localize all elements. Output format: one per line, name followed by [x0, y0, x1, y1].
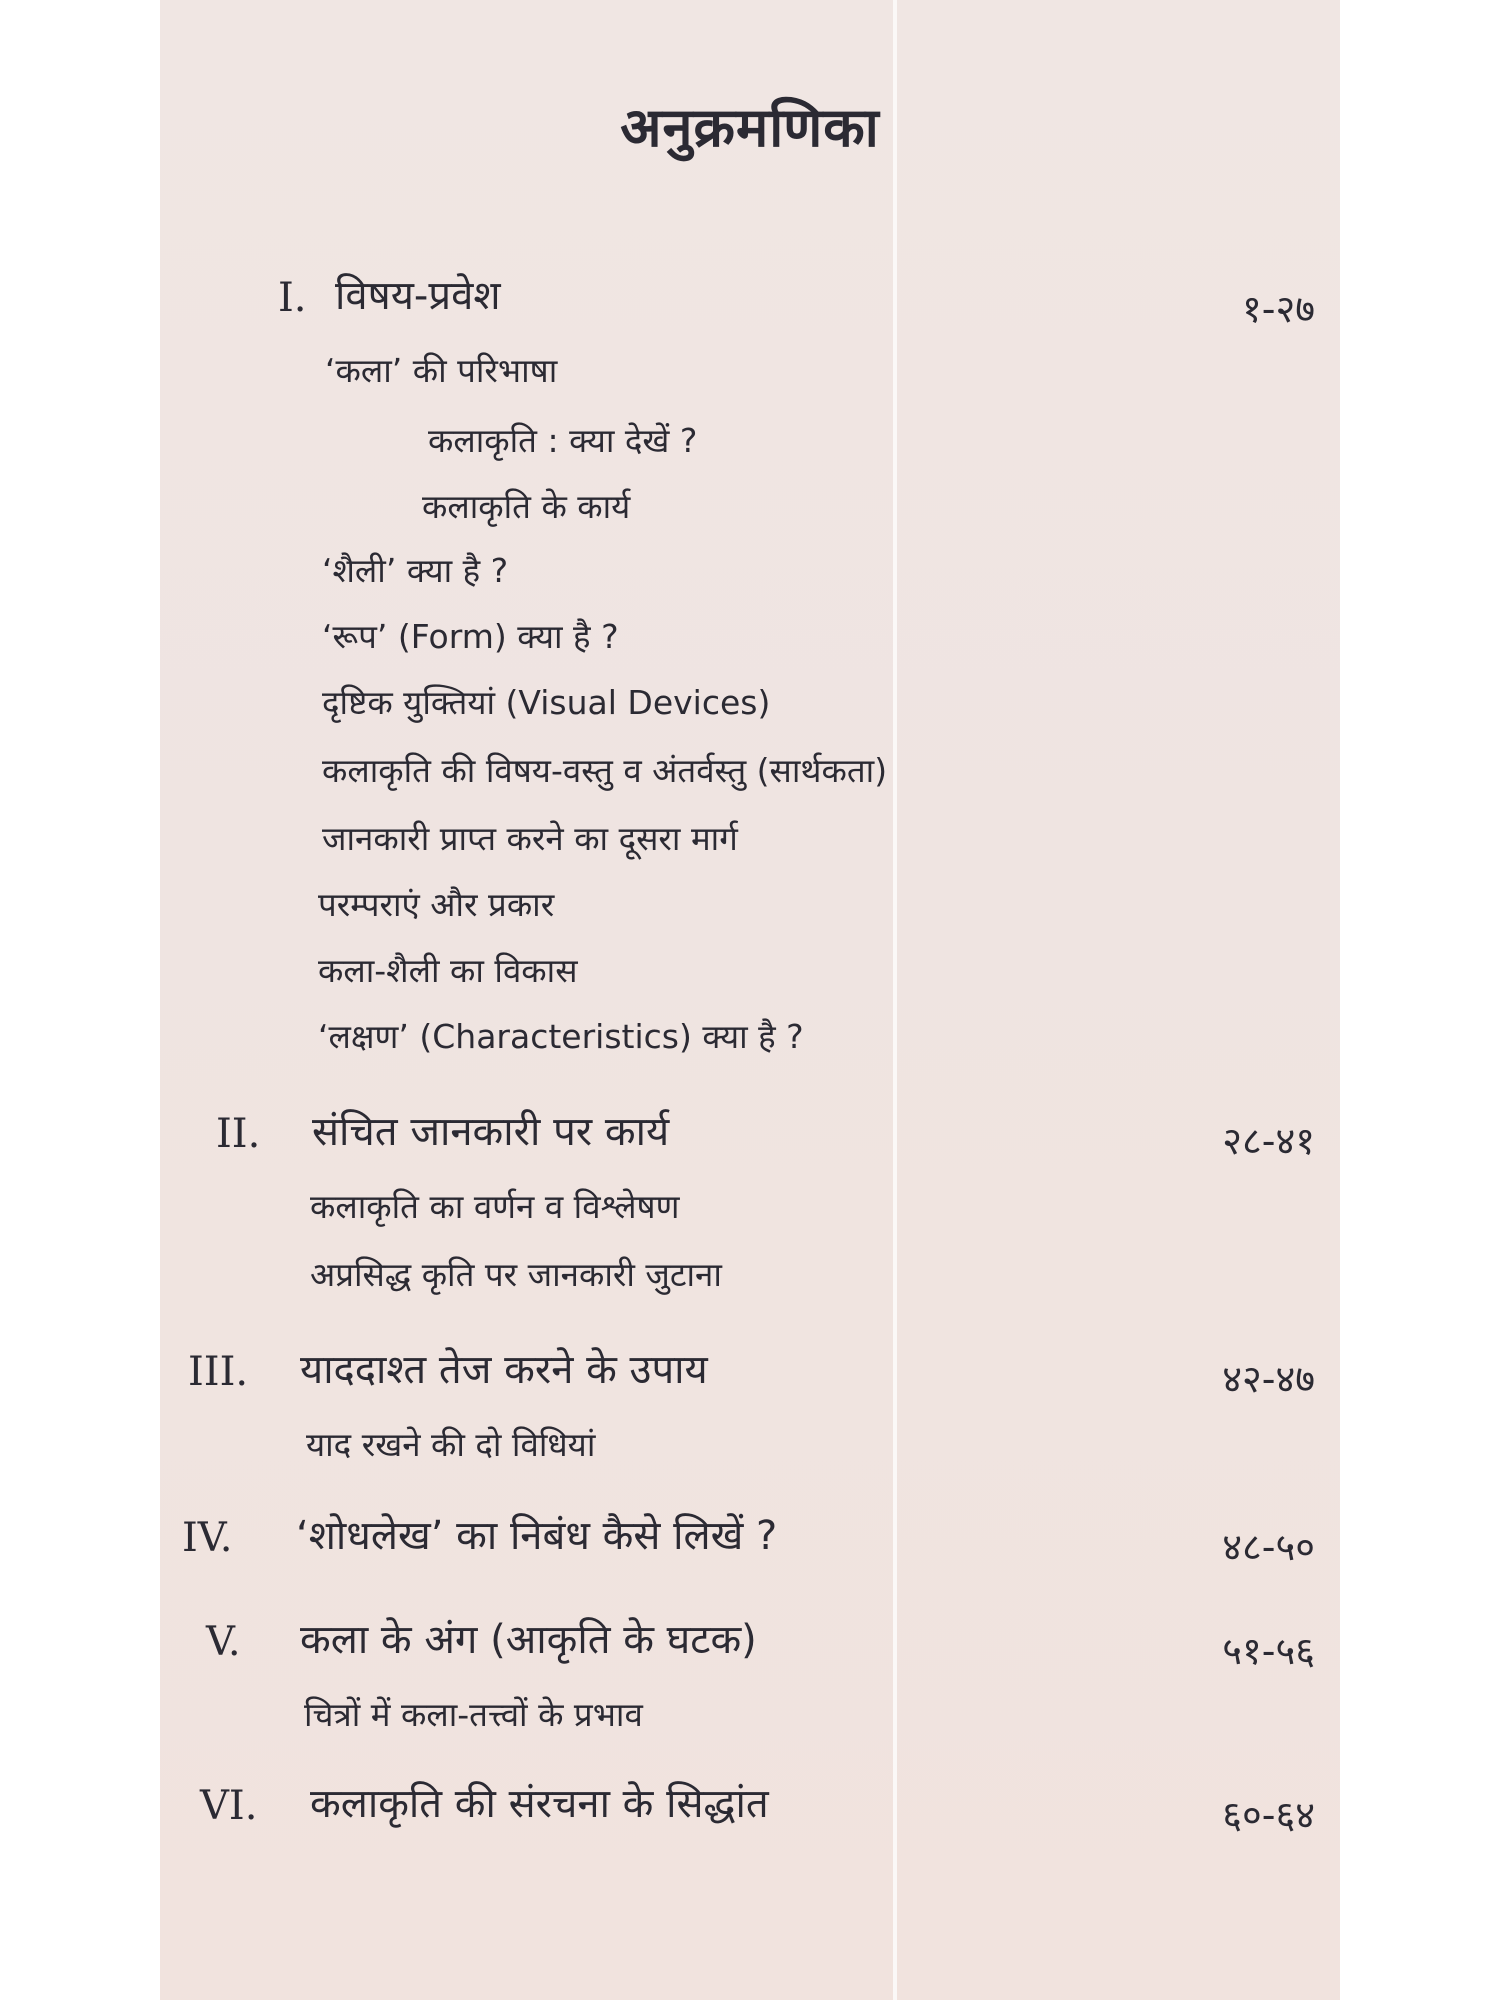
- chapter-pages: ५१-५६: [1222, 1629, 1315, 1673]
- toc-item: ‘लक्षण’ (Characteristics) क्या है ?: [318, 1017, 804, 1056]
- chapter-number: VI.: [200, 1783, 258, 1829]
- chapter-number: I.: [278, 275, 307, 321]
- toc-item: दृष्टिक युक्तियां (Visual Devices): [322, 683, 771, 722]
- toc-item: अप्रसिद्ध कृति पर जानकारी जुटाना: [310, 1255, 722, 1294]
- chapter-title: याददाश्त तेज करने के उपाय: [300, 1347, 708, 1393]
- toc-item: ‘शैली’ क्या है ?: [322, 551, 509, 590]
- chapter-pages: ६०-६४: [1222, 1793, 1315, 1837]
- page-fold: [893, 0, 897, 2000]
- toc-item: कलाकृति की विषय-वस्तु व अंतर्वस्तु (सार्थकता): [322, 751, 888, 790]
- toc-item: कलाकृति का वर्णन व विश्लेषण: [310, 1187, 680, 1226]
- toc-item: चित्रों में कला-तत्त्वों के प्रभाव: [304, 1695, 643, 1734]
- toc-item: परम्पराएं और प्रकार: [318, 885, 555, 924]
- page-title: अनुक्रमणिका: [620, 96, 880, 159]
- chapter-number: II.: [216, 1111, 261, 1157]
- toc-item: याद रखने की दो विधियां: [306, 1425, 596, 1464]
- chapter-title: विषय-प्रवेश: [335, 273, 501, 319]
- toc-item: ‘रूप’ (Form) क्या है ?: [322, 617, 619, 656]
- toc-item: जानकारी प्राप्त करने का दूसरा मार्ग: [322, 819, 738, 858]
- toc-item: कलाकृति : क्या देखें ?: [428, 421, 698, 460]
- chapter-title: ‘शोधलेख’ का निबंध कैसे लिखें ?: [296, 1513, 778, 1559]
- chapter-number: V.: [206, 1619, 241, 1665]
- chapter-pages: ४८-५०: [1222, 1525, 1315, 1569]
- chapter-pages: १-२७: [1242, 287, 1315, 331]
- chapter-number: III.: [188, 1349, 249, 1395]
- toc-item: ‘कला’ की परिभाषा: [325, 351, 558, 390]
- chapter-title: संचित जानकारी पर कार्य: [312, 1109, 670, 1155]
- chapter-pages: ४२-४७: [1222, 1357, 1315, 1401]
- chapter-title: कला के अंग (आकृति के घटक): [300, 1617, 757, 1663]
- toc-item: कलाकृति के कार्य: [422, 487, 631, 526]
- toc-item: कला-शैली का विकास: [318, 951, 578, 990]
- chapter-pages: २८-४१: [1222, 1119, 1315, 1163]
- book-page: [160, 0, 1340, 2000]
- chapter-number: IV.: [182, 1515, 233, 1561]
- chapter-title: कलाकृति की संरचना के सिद्धांत: [310, 1781, 769, 1827]
